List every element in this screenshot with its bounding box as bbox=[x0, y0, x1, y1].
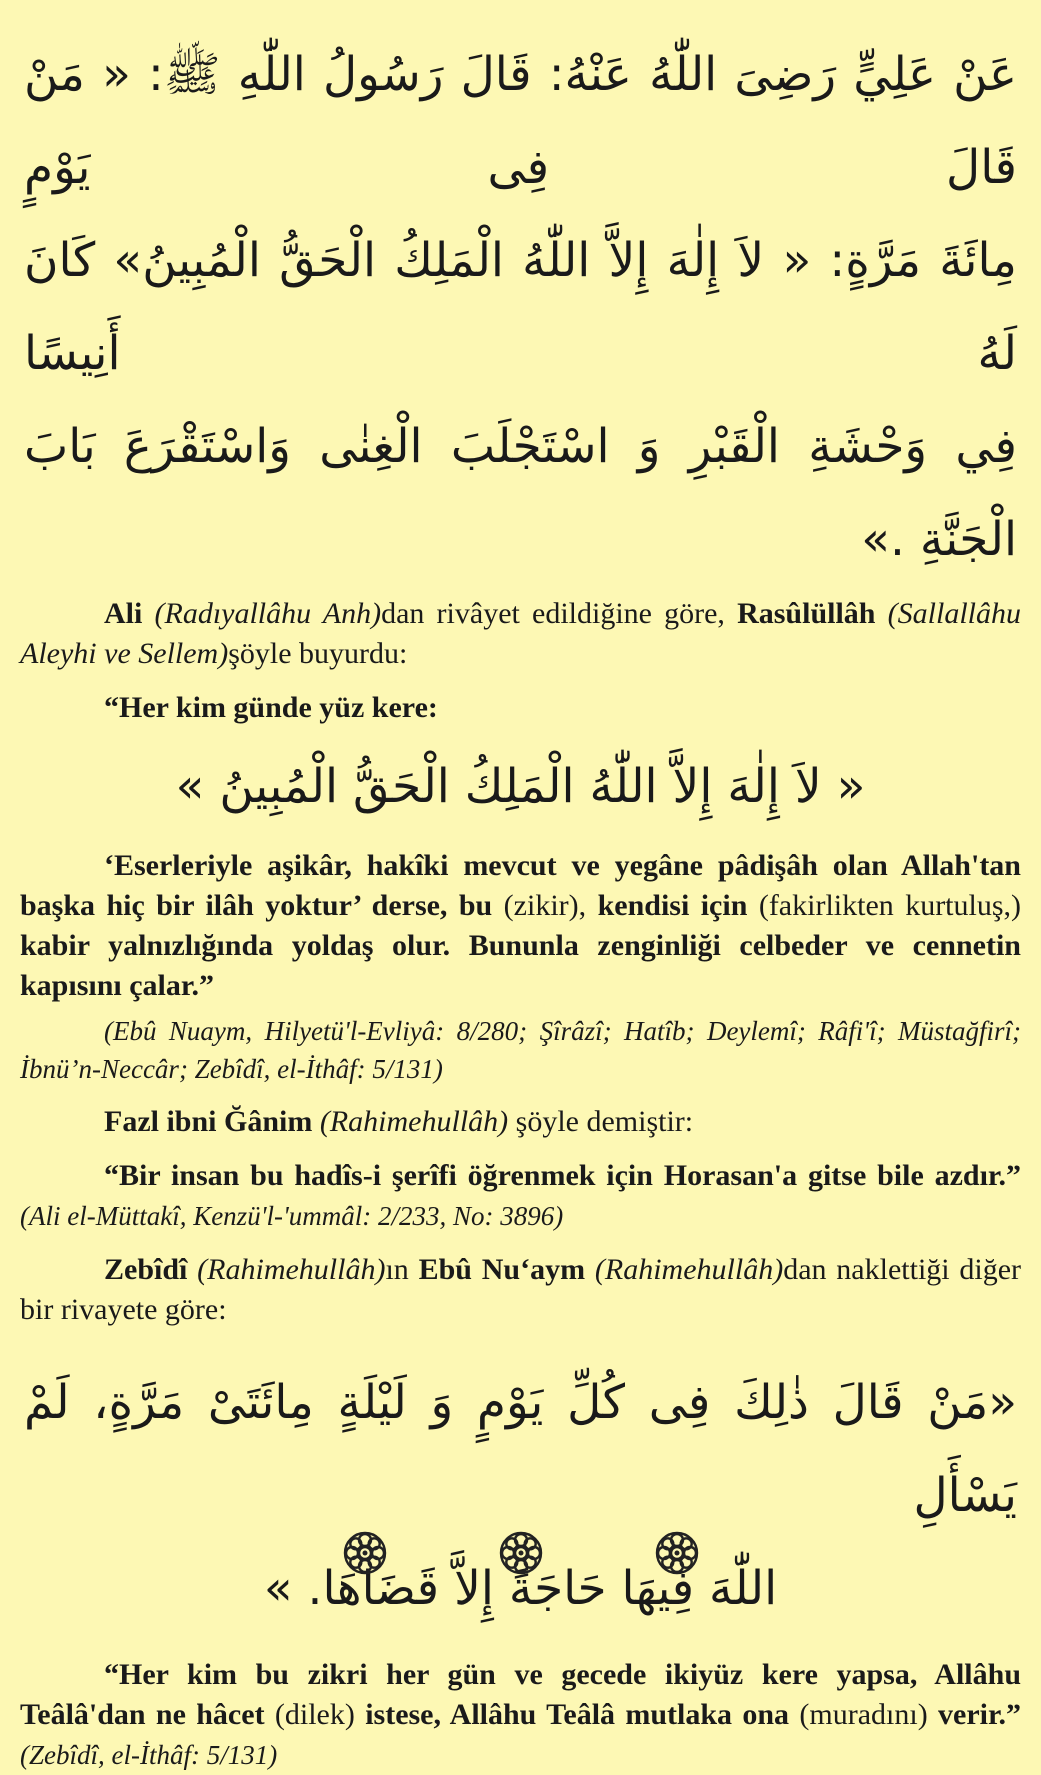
arabic-line: اللّٰهَ فِيهَا حَاجَةً إِلاَّ قَضَاهَا. » bbox=[263, 1561, 778, 1616]
arabic-second-narration bbox=[20, 1356, 1021, 1635]
final-text: istese, Allâhu Teâlâ mutlaka ona bbox=[365, 1698, 790, 1731]
prophet-name: Rasûlüllâh bbox=[737, 597, 876, 630]
honorific: (Radıyallâhu Anh) bbox=[154, 597, 382, 630]
rosette-icon bbox=[342, 1530, 388, 1576]
arabic-line: فِي وَحْشَةِ الْقَبْرِ وَ اسْتَجْلَبَ الْغِنٰى وَاسْتَقْرَعَ بَابَ الْجَنَّةِ .» bbox=[24, 419, 1017, 567]
honorific: (Rahimehullâh) bbox=[594, 1253, 784, 1286]
honorific: (Rahimehullâh) bbox=[197, 1253, 386, 1286]
zebidi-paragraph bbox=[20, 1250, 1021, 1330]
source-citation: (Ebû Nuaym, Hilyetü'l-Evliyâ: 8/280; Şîrâzî; Hatîb; Deylemî; Râfi'î; Müstağfirî; İbnü’n-Neccâr; Zebîdî, el-İthâf: 5/131) bbox=[20, 1016, 1021, 1084]
fazl-quote-paragraph bbox=[20, 1156, 1021, 1236]
intro-text: şöyle buyurdu: bbox=[228, 637, 408, 670]
arabic-line: مِائَةَ مَرَّةٍ: « لاَ إِلٰهَ إِلاَّ اللّٰهُ الْمَلِكُ الْحَقُّ الْمُبِينُ» كَانَ لَهُ أَنِيسًا bbox=[24, 233, 1017, 381]
final-text: “Her kim bu zikri her gün ve gecede ikiyüz kere yapsa, Allâhu Teâlâ'dan ne hâcet bbox=[20, 1658, 1021, 1731]
arabic-dhikr: « لاَ إِلٰهَ إِلاَّ اللّٰهُ الْمَلِكُ الْحَقُّ الْمُبِينُ » bbox=[175, 759, 866, 814]
meaning-paragraph bbox=[20, 846, 1021, 1006]
source-citation: (Zebîdî, el-İthâf: 5/131) bbox=[20, 1740, 278, 1770]
narrator-name: Ali bbox=[104, 597, 143, 630]
meaning-text: ‘Eserleriyle aşikâr, hakîki mevcut ve yegâne pâdişâh olan Allah'tan başka hiç bir ilâh yoktur’ derse, bu bbox=[20, 849, 1021, 922]
fazl-quote: “Bir insan bu hadîs-i şerîfi öğrenmek için Horasan'a gitse bile azdır.” bbox=[104, 1159, 1021, 1192]
meaning-text: kabir yalnızlığında yoldaş olur. Bununla zenginliği celbeder ve cennetin kapısını çalar.” bbox=[20, 929, 1021, 1002]
honorific: (Sallallâhu Aleyhi ve Sellem) bbox=[20, 597, 1021, 670]
ornament-row bbox=[0, 1530, 1041, 1576]
scholar-name: Fazl ibni Ğânim bbox=[104, 1105, 313, 1138]
rosette-icon bbox=[654, 1530, 700, 1576]
rosette-icon bbox=[498, 1530, 544, 1576]
intro-text: dan rivâyet edildiğine göre, bbox=[381, 597, 725, 630]
arabic-hadith-intro bbox=[20, 28, 1021, 586]
arabic-line: عَنْ عَلِيٍّ رَضِىَ اللّٰهُ عَنْهُ: قَالَ رَسُولُ اللّٰهِ ﷺ: « مَنْ قَالَ فِى يَوْمٍ bbox=[24, 47, 1017, 195]
scholar-name: Ebû Nu‘aym bbox=[418, 1253, 586, 1286]
scholar-name: Zebîdî bbox=[104, 1253, 188, 1286]
meaning-note: (zikir), bbox=[503, 889, 587, 922]
final-paragraph bbox=[20, 1655, 1021, 1775]
fazl-paragraph bbox=[20, 1102, 1021, 1142]
intro-paragraph bbox=[20, 594, 1021, 674]
final-text: verir.” bbox=[938, 1698, 1022, 1731]
final-note: (muradını) bbox=[799, 1698, 928, 1731]
zebidi-text: dan naklettiği diğer bir rivayete göre: bbox=[20, 1253, 1022, 1326]
meaning-text: kendisi için bbox=[597, 889, 748, 922]
quote-start: “Her kim günde yüz kere: bbox=[104, 691, 438, 724]
fazl-text: şöyle demiştir: bbox=[515, 1105, 694, 1138]
arabic-line: «مَنْ قَالَ ذٰلِكَ فِى كُلِّ يَوْمٍ وَ لَيْلَةٍ مِائَتَىْ مَرَّةٍ، لَمْ يَسْأَلِ bbox=[24, 1375, 1017, 1523]
final-note: (dilek) bbox=[274, 1698, 355, 1731]
meaning-note: (fakirlikten kurtuluş,) bbox=[758, 889, 1022, 922]
source-citation: (Ali el-Müttakî, Kenzü'l-'ummâl: 2/233, No: 3896) bbox=[20, 1201, 564, 1231]
honorific: (Rahimehullâh) bbox=[319, 1105, 509, 1138]
zebidi-text: ın bbox=[385, 1253, 409, 1286]
